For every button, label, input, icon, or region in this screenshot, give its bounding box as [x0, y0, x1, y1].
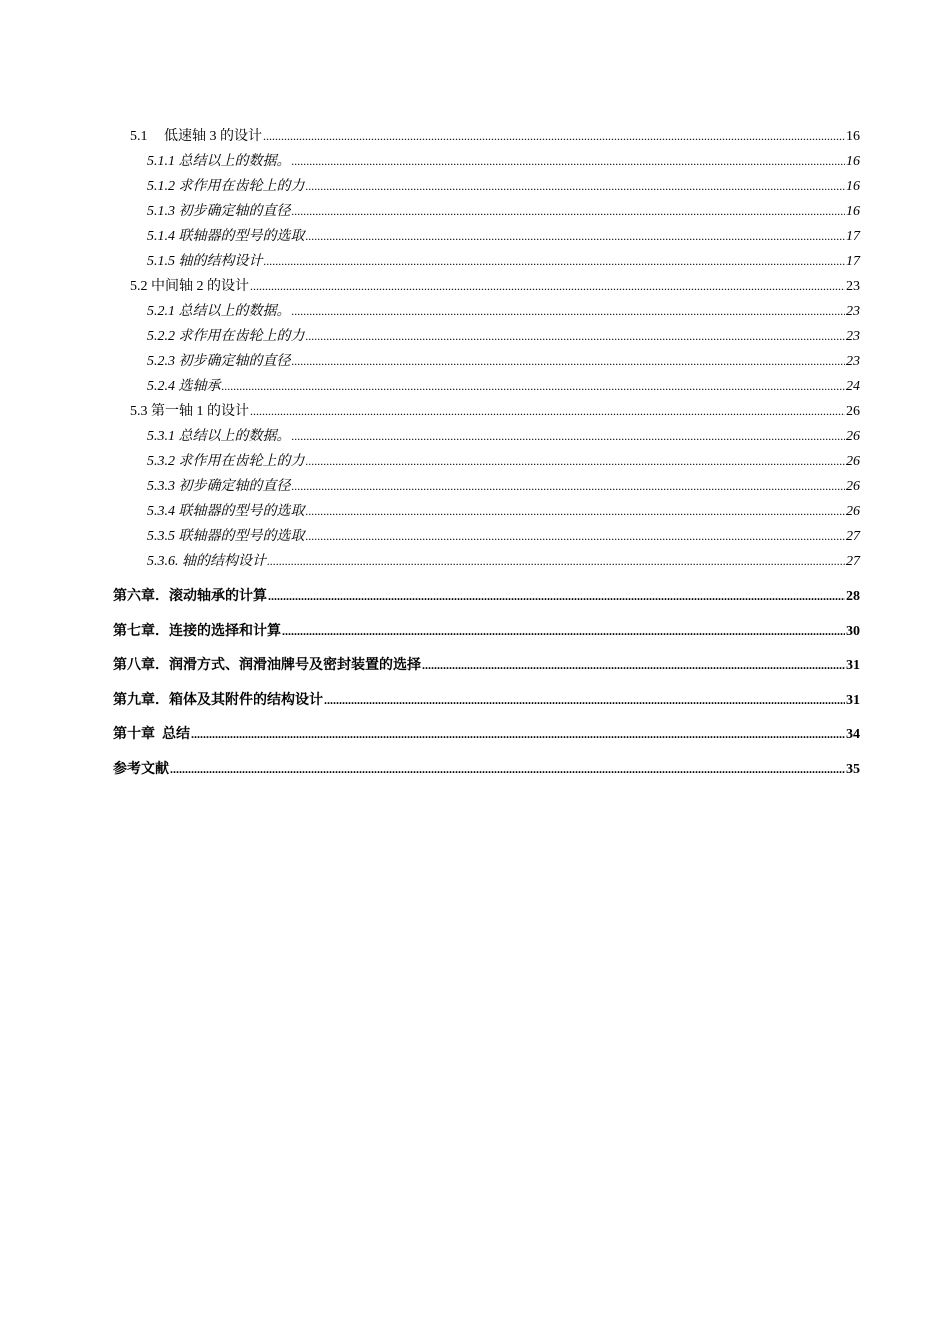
- dot-leader: [422, 648, 845, 684]
- toc-page-number: 27: [846, 529, 860, 544]
- dot-leader: [292, 299, 846, 324]
- toc-entry-5-2-4[interactable]: [113, 374, 860, 399]
- toc-entry-label: 第九章．箱体及其附件的结构设计: [113, 692, 323, 708]
- toc-entry-references[interactable]: [113, 752, 860, 787]
- toc-entry-label: 第八章．润滑方式、润滑油牌号及密封装置的选择: [113, 658, 421, 673]
- toc-entry-5-3-3[interactable]: [113, 474, 860, 499]
- toc-entry-5-2-2[interactable]: [113, 324, 860, 349]
- dot-leader: [306, 324, 846, 349]
- dot-leader: [306, 449, 846, 474]
- dot-leader: [170, 752, 845, 788]
- toc-page-number: 16: [846, 129, 860, 144]
- toc-entry-number: 5.1: [130, 129, 148, 144]
- toc-entry-label: 5.3.1 总结以上的数据。: [147, 429, 291, 444]
- toc-entry-chapter-8[interactable]: [113, 648, 860, 683]
- toc-entry-5-2-3[interactable]: [113, 349, 860, 374]
- toc-entry-5-2-1[interactable]: [113, 299, 860, 324]
- toc-entry-5-1-5[interactable]: [113, 249, 860, 274]
- toc-entry-chapter-6[interactable]: [113, 579, 860, 614]
- toc-entry-5-3-2[interactable]: [113, 449, 860, 474]
- dot-leader: [222, 374, 846, 399]
- toc-entry-label: 5.1.1 总结以上的数据。: [147, 154, 291, 169]
- toc-page-number: 17: [846, 254, 860, 269]
- toc-page-number: 31: [846, 692, 860, 708]
- toc-entry-chapter-7[interactable]: [113, 614, 860, 649]
- dot-leader: [292, 149, 846, 174]
- dot-leader: [306, 174, 846, 199]
- toc-entry-5-1-2[interactable]: [113, 174, 860, 199]
- toc-page-number: 23: [846, 279, 860, 294]
- toc-page-number: 17: [846, 229, 860, 244]
- dot-leader: [268, 579, 845, 615]
- dot-leader: [306, 524, 846, 549]
- dot-leader: [292, 474, 846, 499]
- toc-entry-label: 第十章 总结: [113, 727, 190, 742]
- toc-entry-5-2[interactable]: [113, 274, 860, 299]
- dot-leader: [264, 249, 846, 274]
- toc-page-number: 26: [846, 404, 860, 419]
- toc-entry-5-1-1[interactable]: [113, 149, 860, 174]
- toc-entry-5-3-5[interactable]: [113, 524, 860, 549]
- toc-page-number: 23: [846, 354, 860, 369]
- toc-page-number: 16: [846, 179, 860, 194]
- toc-entry-5-3-4[interactable]: [113, 499, 860, 524]
- toc-page-number: 26: [846, 429, 860, 444]
- toc-page-number: 26: [846, 504, 860, 519]
- toc-page-number: 16: [846, 154, 860, 169]
- dot-leader: [306, 224, 846, 249]
- toc-page-number: 31: [846, 658, 860, 673]
- toc-entry-label: 5.1.5 轴的结构设计: [147, 254, 263, 269]
- toc-entry-label: 第六章．滚动轴承的计算: [113, 589, 267, 604]
- toc-entry-label: 5.2.1 总结以上的数据。: [147, 304, 291, 319]
- toc-entry-5-3-6[interactable]: [113, 549, 860, 574]
- dot-leader: [292, 199, 846, 224]
- toc-entry-title: 低速轴 3 的设计: [164, 129, 262, 144]
- dot-leader: [267, 549, 845, 574]
- toc-entry-label: 5.1.3 初步确定轴的直径: [147, 204, 291, 219]
- toc-page-number: 27: [846, 554, 860, 569]
- toc-entry-label: 5.3 第一轴 1 的设计: [130, 404, 249, 419]
- dot-leader: [191, 717, 845, 753]
- toc-page-number: 23: [846, 304, 860, 319]
- toc-entry-5-3[interactable]: [113, 399, 860, 424]
- toc-entry-label: 5.1.4 联轴器的型号的选取: [147, 229, 305, 244]
- toc-page-number: 34: [846, 727, 860, 742]
- toc-entry-label: 第七章．连接的选择和计算: [113, 623, 281, 639]
- table-of-contents: [113, 124, 860, 786]
- toc-entry-5-1-4[interactable]: [113, 224, 860, 249]
- dot-leader: [292, 424, 846, 449]
- toc-entry-chapter-10[interactable]: [113, 717, 860, 752]
- toc-page-number: 23: [846, 329, 860, 344]
- dot-leader: [263, 124, 845, 149]
- toc-entry-label: 5.3.3 初步确定轴的直径: [147, 479, 291, 494]
- toc-page-number: 35: [846, 761, 860, 777]
- toc-entry-label: 5.1.2 求作用在齿轮上的力: [147, 179, 305, 194]
- toc-entry-label: 5.3.6. 轴的结构设计: [147, 554, 266, 569]
- toc-page-number: 30: [846, 623, 860, 639]
- dot-leader: [324, 683, 845, 719]
- dot-leader: [306, 499, 846, 524]
- toc-entry-label: 5.3.2 求作用在齿轮上的力: [147, 454, 305, 469]
- toc-entry-label: 5.2.4 选轴承: [147, 379, 221, 394]
- toc-entry-5-3-1[interactable]: [113, 424, 860, 449]
- toc-entry-chapter-9[interactable]: [113, 683, 860, 718]
- toc-entry-label: 5.2.3 初步确定轴的直径: [147, 354, 291, 369]
- toc-entry-5-1[interactable]: [113, 124, 860, 149]
- dot-leader: [250, 399, 845, 424]
- dot-leader: [250, 274, 845, 299]
- toc-entry-label: 5.2.2 求作用在齿轮上的力: [147, 329, 305, 344]
- toc-entry-label: 参考文献: [113, 761, 169, 777]
- toc-entry-label: 5.2 中间轴 2 的设计: [130, 279, 249, 294]
- toc-page-number: 26: [846, 479, 860, 494]
- toc-page-number: 24: [846, 379, 860, 394]
- toc-page-number: 26: [846, 454, 860, 469]
- dot-leader: [282, 614, 845, 650]
- dot-leader: [292, 349, 846, 374]
- toc-entry-5-1-3[interactable]: [113, 199, 860, 224]
- toc-page-number: 28: [846, 589, 860, 604]
- toc-page-number: 16: [846, 204, 860, 219]
- toc-entry-label: 5.3.5 联轴器的型号的选取: [147, 529, 305, 544]
- toc-entry-label: 5.3.4 联轴器的型号的选取: [147, 504, 305, 519]
